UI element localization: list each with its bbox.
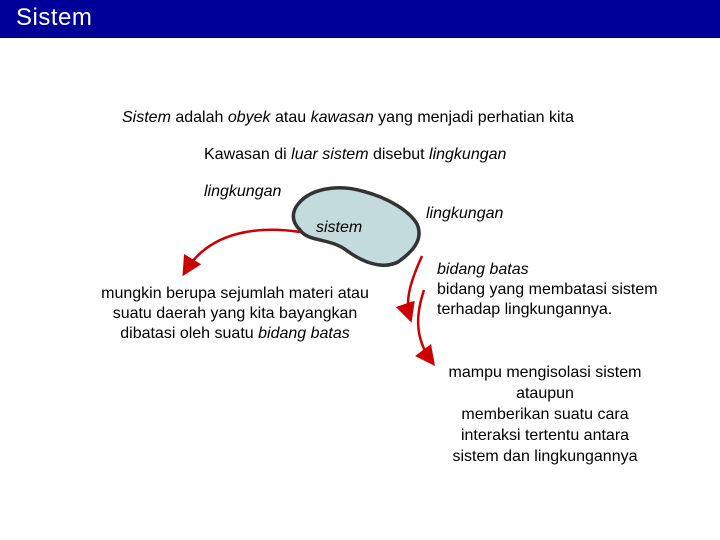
left-note-line [75, 324, 395, 344]
definition-term-obyek: obyek [227, 109, 271, 126]
boundary-note-heading: bidang batas [437, 261, 529, 278]
definition-part: adalah [170, 109, 228, 126]
left-note-bidang-batas: bidang batas [258, 325, 350, 342]
isolation-note-line: sistem dan lingkungannya [452, 448, 638, 465]
environment-label-left: lingkungan [204, 183, 282, 200]
left-note-line: suatu daerah yang kita bayangkan [112, 305, 358, 322]
left-note [75, 284, 395, 344]
definition-part: atau [270, 109, 311, 126]
system-label: sistem [316, 219, 363, 236]
isolation-note [425, 362, 665, 467]
isolation-note-line: interaksi tertentu antara [460, 427, 630, 444]
left-note-line: mungkin berupa sejumlah materi atau [101, 285, 369, 302]
boundary-note-line: bidang yang membatasi sistem [437, 281, 658, 298]
boundary-note [437, 260, 658, 320]
environment-label-right: lingkungan [426, 205, 504, 222]
definition-term-kawasan: kawasan [310, 109, 374, 126]
env-def-part: disebut [368, 146, 430, 163]
arrow-to-left-note [185, 230, 300, 272]
page-title: Sistem [16, 4, 93, 31]
env-def-luar-sistem: luar sistem [291, 146, 369, 163]
isolation-note-line: ataupun [516, 385, 574, 402]
isolation-note-line: memberikan suatu cara [461, 406, 629, 423]
boundary-note-line: terhadap lingkungannya. [437, 301, 613, 318]
definition-part: yang menjadi perhatian kita [373, 109, 574, 126]
arrow-to-isolation-note [418, 290, 432, 362]
env-def-part: Kawasan di [204, 146, 292, 163]
definition-term-sistem: Sistem [122, 109, 171, 126]
left-note-part: dibatasi oleh suatu [120, 325, 259, 342]
isolation-note-line: mampu mengisolasi sistem [448, 364, 642, 381]
env-def-lingkungan: lingkungan [429, 146, 507, 163]
